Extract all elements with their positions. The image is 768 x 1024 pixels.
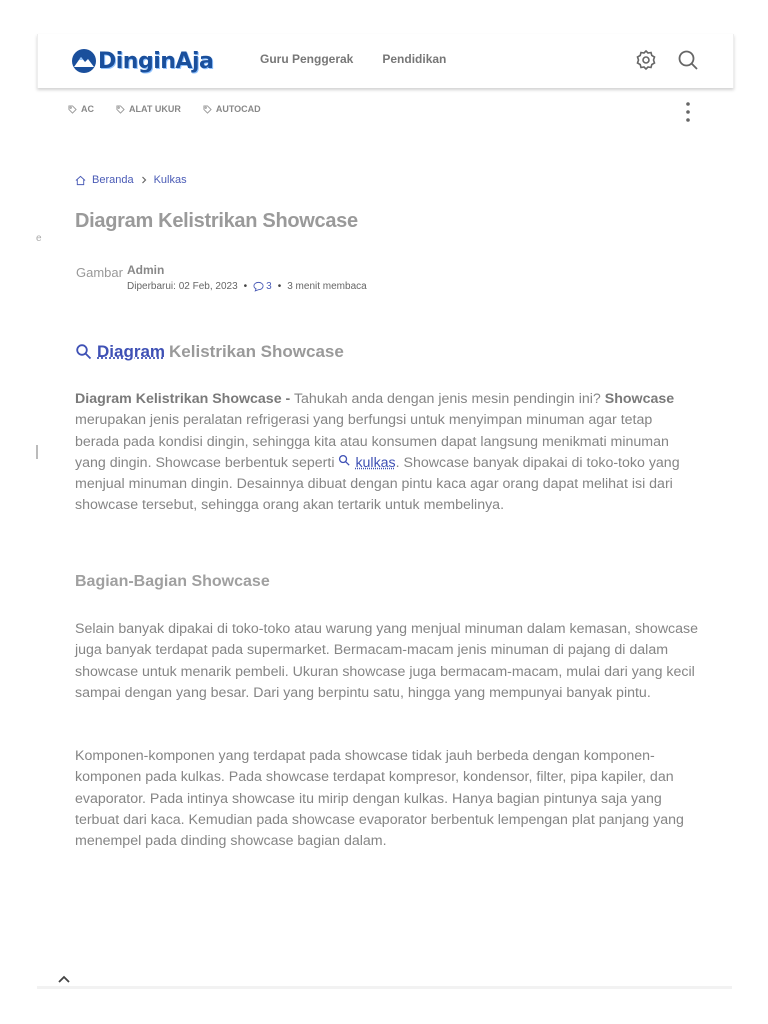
paragraph-2: Selain banyak dipakai di toko-toko atau warung yang menjual minuman dalam kemasan, showcase juga banyak terdapat pada supermarket. Bermacam-macam jenis minuman di pajang di dalam showcase untuk menarik pembeli. Ukuran showcase juga bermacam-macam, mulai dari yang kecil sampai dengan yang besar. Dari yang berpintu satu, hingga yang mempunyai banyak pintu. [75, 621, 699, 701]
intro-text-c: . Showcase banyak dipakai di toko-toko yang menjual minuman dingin. Desainnya dibuat dengan pintu kaca agar orang dapat melihat isi dari showcase tersebut, sehingga orang akan tertarik untuk membelinya. [75, 454, 680, 514]
tag-label: AUTOCAD [215, 104, 261, 114]
search-keyword-icon [75, 343, 93, 361]
tag-alat-ukur[interactable] [116, 104, 181, 114]
comment-count[interactable] [253, 281, 272, 292]
read-time: 3 menit membaca [287, 281, 367, 292]
subheading-keyword-link[interactable]: Diagram [97, 342, 166, 361]
tag-label: AC [81, 104, 94, 114]
logo-text: DinginAja [98, 48, 214, 74]
avatar: Gambar [76, 265, 123, 280]
article-title: Diagram Kelistrikan Showcase [75, 210, 358, 232]
tag-icon [203, 105, 212, 114]
site-logo[interactable] [71, 46, 213, 76]
subheading-text: Kelistrikan Showcase [169, 342, 344, 361]
breadcrumb-category[interactable]: Kulkas [153, 174, 187, 186]
tag-label: ALAT UKUR [129, 104, 181, 114]
intro-bold: Diagram Kelistrikan Showcase - [75, 391, 291, 407]
site-header [37, 34, 734, 88]
tag-ac[interactable] [68, 104, 94, 114]
intro-text-b: merupakan jenis peralatan refrigerasi yang berfungsi untuk menyimpan minuman agar tetap berada pada kondisi dingin, sehingga kita atau konsumen dapat langsung menikmati minuman yang dingin. Showcase berbentuk seperti [75, 412, 669, 471]
mountain-logo-icon [71, 48, 97, 74]
sidebar-edge-text: e [36, 233, 42, 244]
intro-bold-showcase: Showcase [604, 391, 675, 407]
breadcrumb [75, 174, 187, 186]
tag-autocad[interactable] [203, 104, 261, 114]
footer-divider [37, 986, 732, 989]
main-nav [260, 52, 446, 66]
kulkas-link[interactable]: kulkas [355, 454, 396, 471]
gear-icon[interactable] [634, 48, 658, 72]
intro-text-a: Tahukah anda dengan jenis mesin pendingin ini? [290, 391, 605, 407]
meta-separator: • [277, 281, 282, 292]
search-keyword-icon [338, 454, 351, 467]
breadcrumb-home[interactable]: Beranda [92, 174, 134, 186]
comment-count-value: 3 [266, 281, 272, 292]
nav-item-pendidikan[interactable]: Pendidikan [382, 52, 447, 66]
tag-bar [68, 104, 261, 114]
meta-separator: • [243, 281, 248, 292]
home-icon [75, 175, 86, 186]
article-meta [127, 281, 367, 292]
tag-icon [68, 105, 77, 114]
comment-icon [253, 281, 264, 292]
author-name[interactable]: Admin [127, 263, 165, 277]
search-icon[interactable] [676, 48, 700, 72]
nav-item-guru-penggerak[interactable]: Guru Penggerak [260, 52, 354, 66]
tag-icon [116, 105, 125, 114]
more-vertical-icon[interactable] [683, 101, 693, 123]
article-subheading [75, 342, 344, 362]
paragraph-3: Komponen-komponen yang terdapat pada showcase tidak jauh berbeda dengan komponen-komponen pada kulkas. Pada showcase terdapat kompresor, kondensor, filter, pipa kapiler, dan evaporator. Pada intinya showcase itu mirip dengan kulkas. Hanya bagian pintunya saja yang terbuat dari kaca. Kemudian pada showcase evaporator berbentuk lempengan plat panjang yang menempel pada dinding showcase bagian dalam. [75, 748, 684, 850]
sidebar-edge-bar [36, 445, 38, 459]
chevron-right-icon [140, 176, 148, 184]
section-heading: Bagian-Bagian Showcase [75, 573, 270, 590]
updated-date: Diperbarui: 02 Feb, 2023 [127, 281, 238, 292]
intro-paragraph [75, 389, 700, 517]
